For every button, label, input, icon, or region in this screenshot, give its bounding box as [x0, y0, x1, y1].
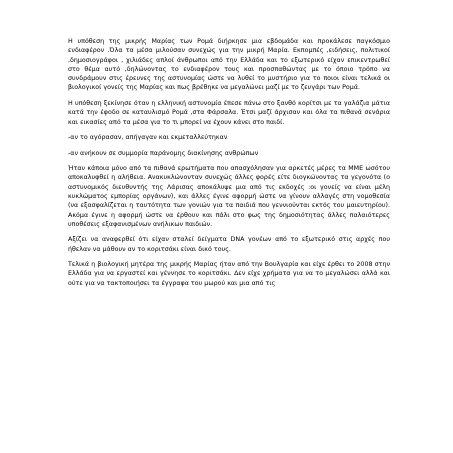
paragraph-questions: Ήταν κάποια μόνο από τα πιθανά ερωτήματα που απασχόλησαν για αρκετές μέρες τα ΜΜΕ ωσότου αποκαλυφθεί η αλήθεια. Ανακυκλώνονταν συνεχώς άλλες φορές είτε διογκώνοντας τα γεγονότα (ο αστυνομικός διευθυντής της Λάρισας αποκάλυψε μια από τις εκδοχές :οι γονείς να είναι μέλη κυκλώματος εμπορίας οργάνων), και άλλες έγινε αφορμή ώστε να γίνουν αλλαγές στη νομοθεσία (να εξασφαλίζεται η ταυτότητα των γονιών για τα παιδιά που γεννιούνται εκτός του μαιευτηρίου). Ακόμα έγινε η αφορμή ώστε να έρθουν και πάλι στο φως της δημοσιότητας άλλες παλαιότερες υποθέσεις εξαφανισμένων ανήλικων παιδιών.	[68, 165, 390, 228]
paragraph-intro: Η υπόθεση της μικρής Μαρίας των Ρομά διήρκησε μια εβδομάδα και προκάλεσε παγκόσμιο ενδιαφέρον .Όλα τα μέσα μιλούσαν συνεχώς για την μικρή Μαρία. Εκπομπές ,ειδήσεις, πολιτικοί ,δημοσιογράφοι , χιλιάδες απλοί άνθρωποι από την Ελλάδα και το εξωτερικό είχαν επικεντρωθεί στο θέμα αυτό ,δηλώνοντας το ενδιαφέρον τους και προσπαθώντας με το όποιο τρόπο να συνδράμουν στις έρευνες της αστυνομίας ώστε να λυθεί το μυστήριο για το ποιοι είναι τελικά οι βιολογικοί γονείς της Μαρίας και πως βρέθηκε να μεγαλώνει μαζί με το ζευγάρι των Ρομά.	[68, 38, 390, 92]
paragraph-case-start: Η υπόθεση ξεκίνησε όταν η ελληνική αστυνομία έπεσε πάνω στο ξανθό κορίτσι με τα γαλάζια μάτια κατά την έφοδο σε καταυλισμό Ρομά ,στα Φάρσαλα. Έτσι μαζί άρχισαν και όλα τα πιθανά σενάρια και εικασίες από τα μέσα για το τι μπορεί να έχουν κάνει στο παιδί.	[68, 99, 390, 126]
list-item-trafficking: -αν ανήκουν σε συμμορία παράνομης διακίνησης ανθρώπων	[68, 149, 259, 157]
list-item-bought: -αν το αγόρασαν, απήγαγαν και εκμεταλλεύτηκαν	[68, 134, 228, 142]
paragraph-mother: Τελικά η βιολογική μητέρα της μικρής Μαρίας ήταν από την Βουλγαρία και είχε έρθει το 2008 στην Ελλάδα για να εργαστεί και γέννησε το κοριτσάκι. Δεν είχε χρήματα για να το μεγαλώσει αλλά και ούτε για να τακτοποιήσει τα έγγραφα του μωρού και μια από τις	[68, 261, 390, 287]
paragraph-dna: Αξίζει να αναφερθεί ότι είχαν σταλεί δείγματα DNA γονέων από το εξωτερικό στις αρχές που ήθελαν να μάθουν αν το κοριτσάκι είναι δικό τους.	[68, 236, 390, 253]
document-body	[68, 37, 390, 294]
